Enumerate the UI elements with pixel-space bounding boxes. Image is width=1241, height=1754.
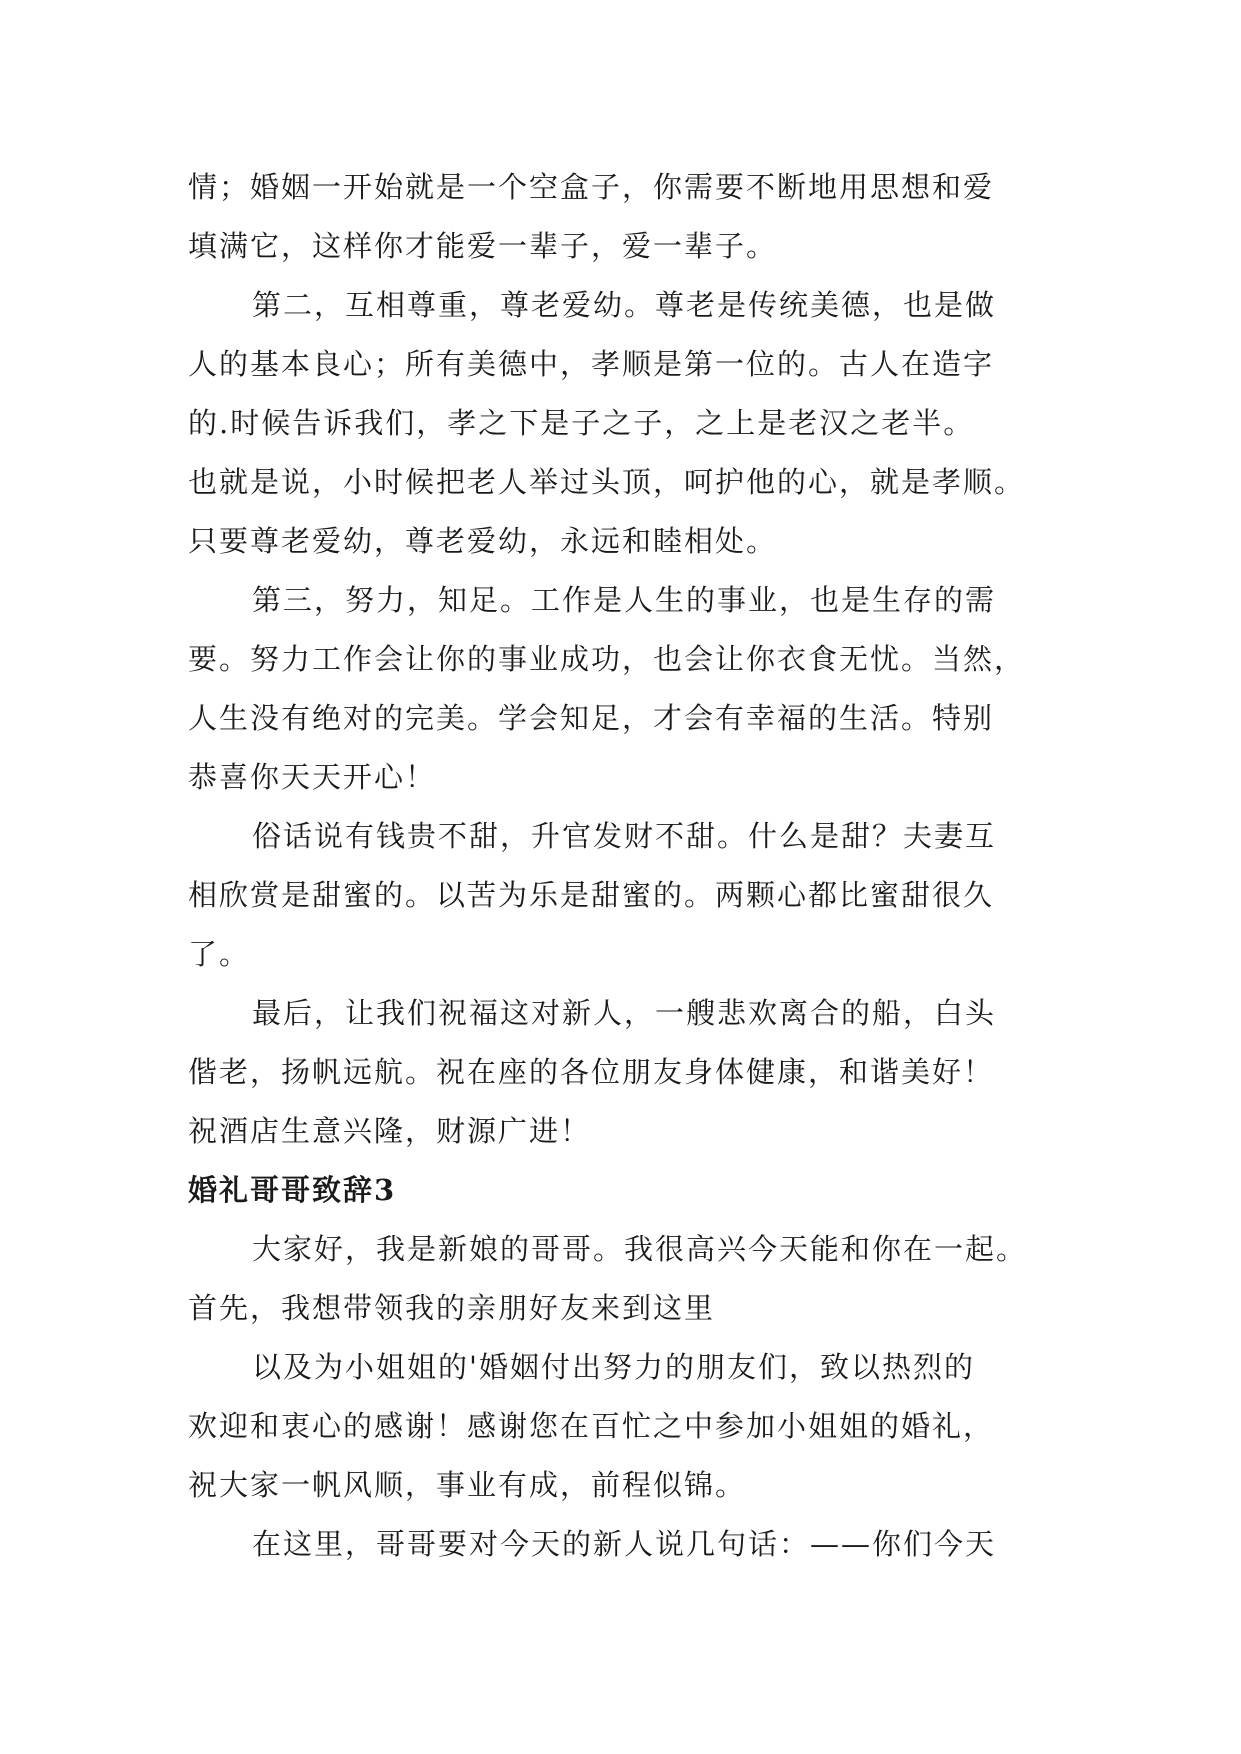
document-body: [188, 158, 1068, 1574]
text-line: 填满它，这样你才能爱一辈子，爱一辈子。: [188, 229, 778, 263]
text-line: 祝酒店生意兴隆，财源广进！: [188, 1114, 592, 1148]
section-heading: [188, 1161, 1068, 1220]
text-line: 也就是说，小时候把老人举过头顶，呵护他的心，就是孝顺。: [188, 465, 1026, 499]
text-line: 偕老，扬帆远航。祝在座的各位朋友身体健康，和谐美好！: [188, 1055, 995, 1089]
paragraph-greeting: [188, 1220, 1068, 1338]
text-line: 人生没有绝对的完美。学会知足，才会有幸福的生活。特别: [188, 701, 995, 735]
text-line: 只要尊老爱幼，尊老爱幼，永远和睦相处。: [188, 524, 778, 558]
text-line: 祝大家一帆风顺，事业有成，前程似锦。: [188, 1468, 747, 1502]
text-line: 情；婚姻一开始就是一个空盒子，你需要不断地用思想和爱: [188, 170, 995, 204]
text-line: 第三，努力，知足。工作是人生的事业，也是生存的需: [252, 583, 997, 617]
text-line: 欢迎和衷心的感谢！感谢您在百忙之中参加小姐姐的婚礼，: [188, 1409, 995, 1443]
paragraph-continued: [188, 158, 1068, 276]
heading-text: 婚礼哥哥致辞3: [188, 1173, 397, 1207]
text-line: 相欣赏是甜蜜的。以苦为乐是甜蜜的。两颗心都比蜜甜很久: [188, 878, 995, 912]
paragraph-closing-blessing: [188, 984, 1068, 1161]
text-line: 首先，我想带领我的亲朋好友来到这里: [188, 1291, 716, 1325]
text-line: 以及为小姐姐的'婚姻付出努力的朋友们，致以热烈的: [252, 1350, 975, 1384]
paragraph-thanks: [188, 1338, 1068, 1515]
text-line: 要。努力工作会让你的事业成功，也会让你衣食无忧。当然，: [188, 642, 1026, 676]
text-line: 最后，让我们祝福这对新人，一艘悲欢离合的船，白头: [252, 996, 997, 1030]
text-line: 第二，互相尊重，尊老爱幼。尊老是传统美德，也是做: [252, 288, 997, 322]
text-line: 了。: [188, 937, 251, 971]
text-line: 大家好，我是新娘的哥哥。我很高兴今天能和你在一起。: [252, 1232, 1028, 1266]
paragraph-effort-contentment: [188, 571, 1068, 807]
text-line: 俗话说有钱贵不甜，升官发财不甜。什么是甜？夫妻互: [252, 819, 997, 853]
text-line: 恭喜你天天开心！: [188, 760, 437, 794]
paragraph-words-to-couple: [188, 1515, 1068, 1574]
text-line: 在这里，哥哥要对今天的新人说几句话：——你们今天: [252, 1527, 997, 1561]
text-line: 人的基本良心；所有美德中，孝顺是第一位的。古人在造字: [188, 347, 995, 381]
text-line: 的.时候告诉我们，孝之下是子之子，之上是老汉之老半。: [188, 406, 975, 440]
paragraph-respect-elders: [188, 276, 1068, 571]
paragraph-sweetness: [188, 807, 1068, 984]
